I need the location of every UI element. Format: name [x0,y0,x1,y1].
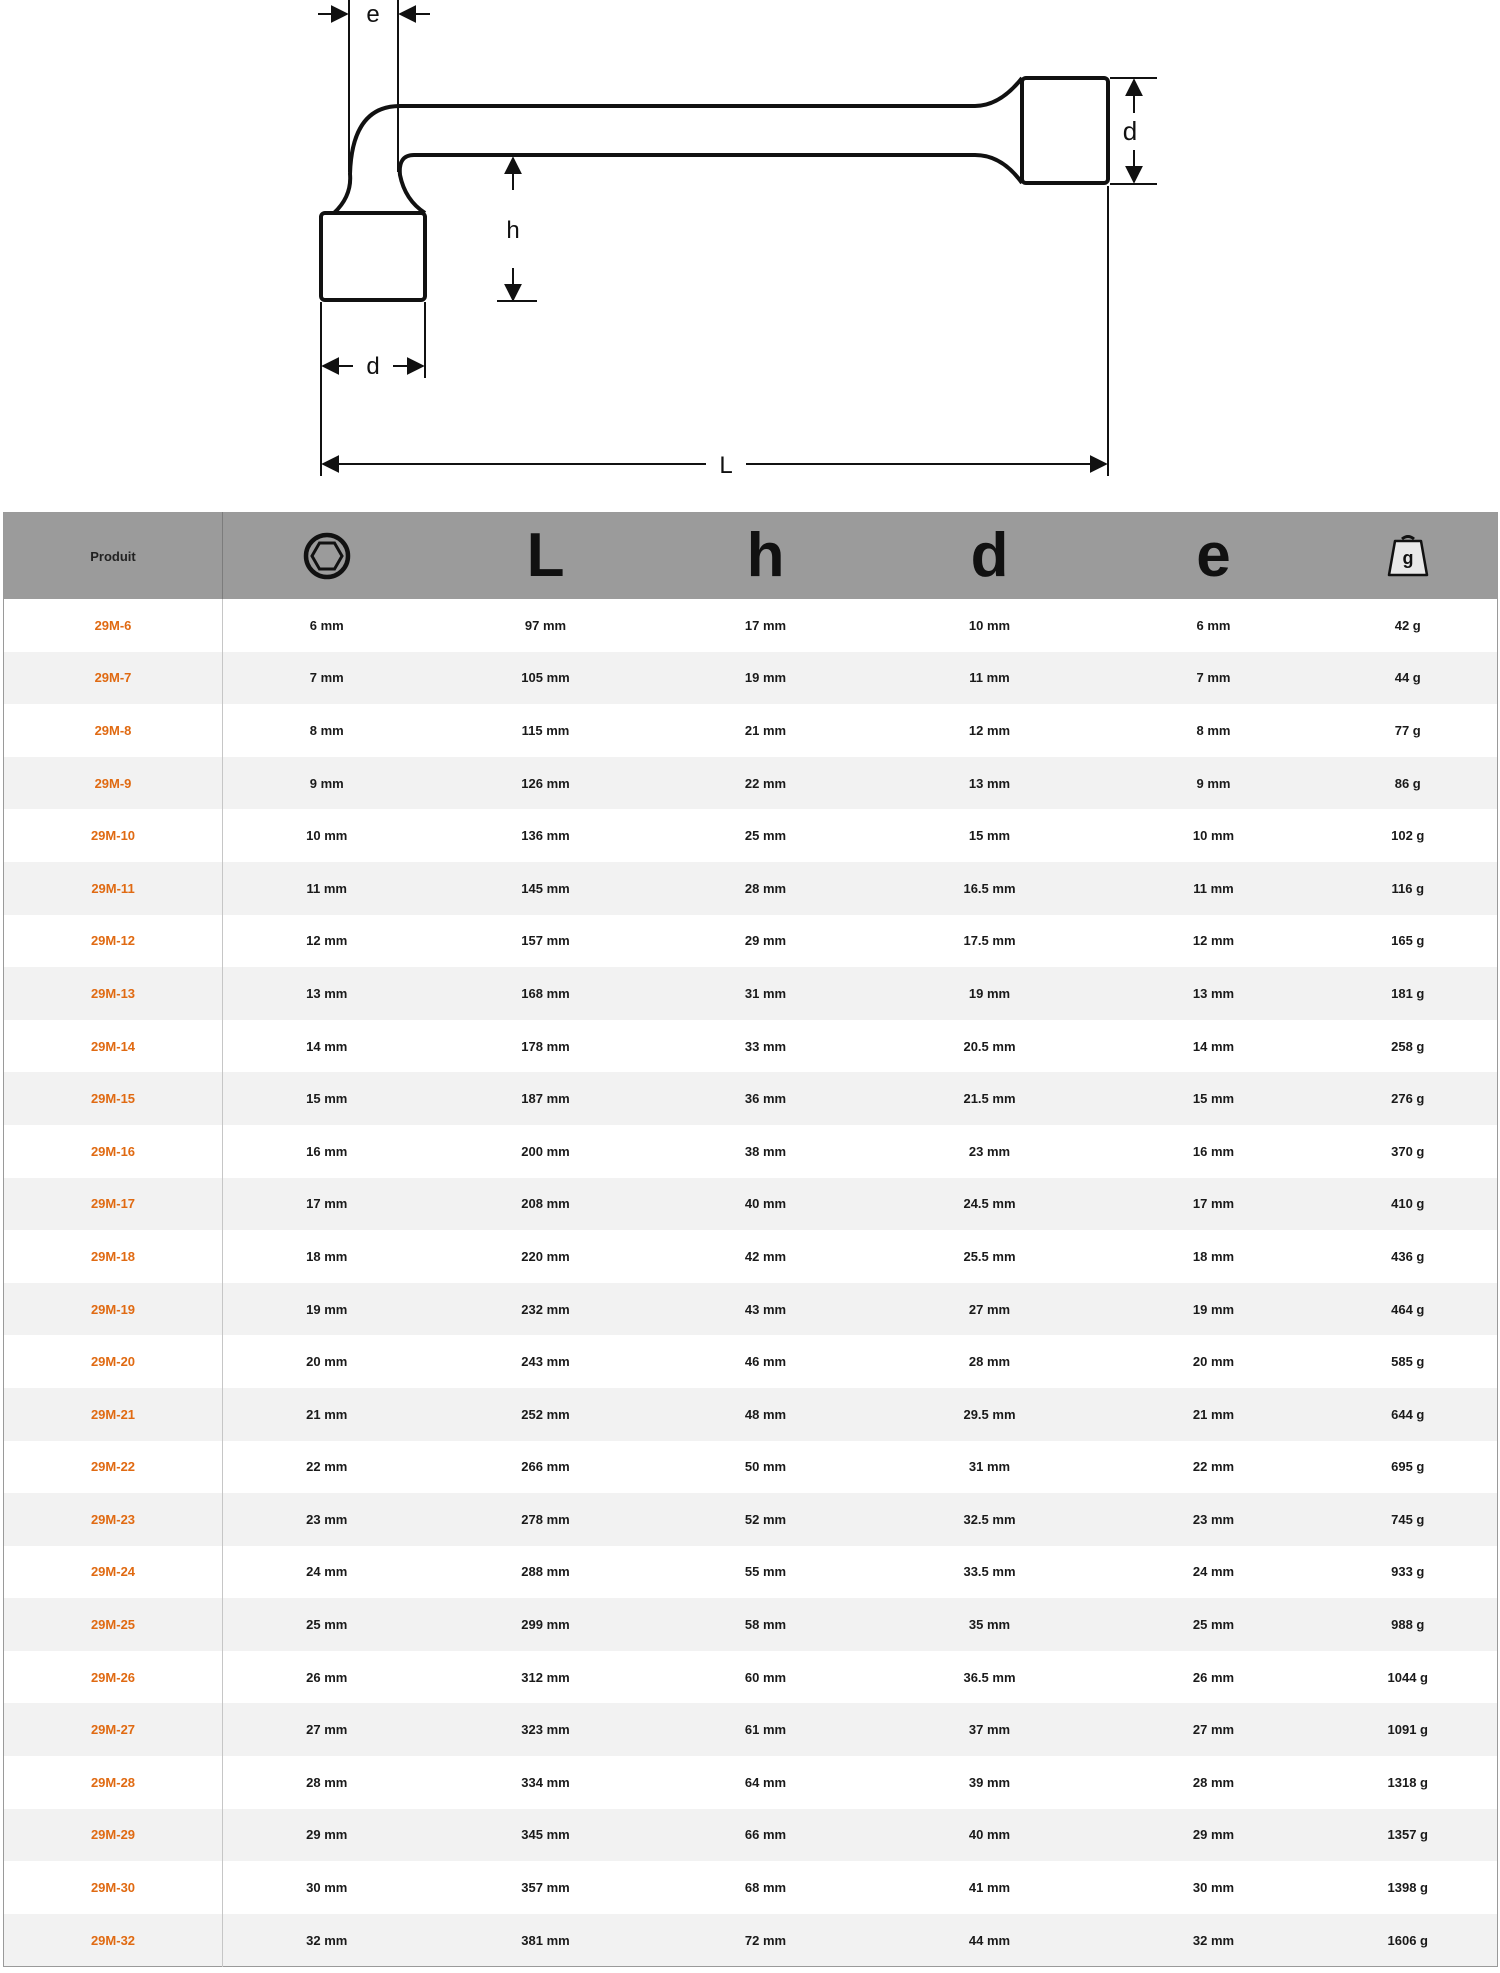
table-row [4,1335,1498,1388]
cell-L: 208 mm [431,1178,661,1231]
table-row [4,652,1498,705]
cell-weight: 1357 g [1319,1809,1498,1862]
cell-d: 33.5 mm [871,1546,1109,1599]
cell-weight: 1318 g [1319,1756,1498,1809]
table-row [4,757,1498,810]
column-header-L: L [431,513,661,600]
cell-weight: 165 g [1319,915,1498,968]
wrench-handle-top [334,78,1022,213]
dimension-d-bottom [321,302,425,476]
cell-size: 13 mm [223,967,431,1020]
cell-h: 50 mm [661,1441,871,1494]
table-row [4,1072,1498,1125]
table-row [4,862,1498,915]
cell-weight: 1606 g [1319,1914,1498,1967]
cell-e: 10 mm [1109,809,1319,862]
cell-weight: 181 g [1319,967,1498,1020]
table-row [4,1388,1498,1441]
cell-L: 97 mm [431,599,661,652]
cell-d: 37 mm [871,1703,1109,1756]
product-code-link[interactable]: 29M-25 [4,1598,223,1651]
product-code-link[interactable]: 29M-27 [4,1703,223,1756]
product-code-link[interactable]: 29M-11 [4,862,223,915]
product-code-link[interactable]: 29M-15 [4,1072,223,1125]
cell-e: 8 mm [1109,704,1319,757]
column-header-e: e [1109,513,1319,600]
cell-h: 19 mm [661,652,871,705]
cell-d: 21.5 mm [871,1072,1109,1125]
cell-L: 178 mm [431,1020,661,1073]
cell-h: 29 mm [661,915,871,968]
cell-d: 41 mm [871,1861,1109,1914]
cell-weight: 77 g [1319,704,1498,757]
column-header-size [223,513,431,600]
cell-d: 35 mm [871,1598,1109,1651]
cell-weight: 585 g [1319,1335,1498,1388]
cell-weight: 1398 g [1319,1861,1498,1914]
cell-size: 25 mm [223,1598,431,1651]
cell-e: 12 mm [1109,915,1319,968]
cell-weight: 933 g [1319,1546,1498,1599]
product-code-link[interactable]: 29M-13 [4,967,223,1020]
cell-L: 157 mm [431,915,661,968]
cell-d: 31 mm [871,1441,1109,1494]
product-code-link[interactable]: 29M-21 [4,1388,223,1441]
cell-h: 28 mm [661,862,871,915]
cell-size: 28 mm [223,1756,431,1809]
product-code-link[interactable]: 29M-16 [4,1125,223,1178]
cell-e: 17 mm [1109,1178,1319,1231]
cell-d: 32.5 mm [871,1493,1109,1546]
cell-h: 61 mm [661,1703,871,1756]
cell-d: 25.5 mm [871,1230,1109,1283]
cell-e: 6 mm [1109,599,1319,652]
cell-h: 60 mm [661,1651,871,1704]
table-row [4,1178,1498,1231]
product-code-link[interactable]: 29M-17 [4,1178,223,1231]
cell-L: 105 mm [431,652,661,705]
cell-weight: 44 g [1319,652,1498,705]
cell-size: 10 mm [223,809,431,862]
product-code-link[interactable]: 29M-19 [4,1283,223,1336]
cell-L: 334 mm [431,1756,661,1809]
column-header-product: Produit [4,513,223,600]
table-row [4,1546,1498,1599]
cell-h: 25 mm [661,809,871,862]
product-code-link[interactable]: 29M-12 [4,915,223,968]
cell-h: 72 mm [661,1914,871,1967]
cell-e: 20 mm [1109,1335,1319,1388]
label-d-top: d [1122,116,1138,146]
column-header-d: d [871,513,1109,600]
cell-size: 16 mm [223,1125,431,1178]
table-row [4,1493,1498,1546]
table-row [4,704,1498,757]
table-row [4,1441,1498,1494]
svg-text:g: g [1402,548,1414,568]
cell-d: 17.5 mm [871,915,1109,968]
product-code-link[interactable]: 29M-30 [4,1861,223,1914]
cell-d: 24.5 mm [871,1178,1109,1231]
cell-d: 20.5 mm [871,1020,1109,1073]
cell-e: 19 mm [1109,1283,1319,1336]
table-row [4,1756,1498,1809]
cell-L: 345 mm [431,1809,661,1862]
column-header-h: h [661,513,871,600]
cell-h: 40 mm [661,1178,871,1231]
cell-L: 220 mm [431,1230,661,1283]
cell-size: 15 mm [223,1072,431,1125]
cell-size: 24 mm [223,1546,431,1599]
table-row [4,1651,1498,1704]
product-code-link[interactable]: 29M-8 [4,704,223,757]
cell-L: 357 mm [431,1861,661,1914]
cell-h: 43 mm [661,1283,871,1336]
product-code-link[interactable]: 29M-10 [4,809,223,862]
table-row [4,599,1498,652]
cell-h: 46 mm [661,1335,871,1388]
cell-L: 168 mm [431,967,661,1020]
cell-e: 7 mm [1109,652,1319,705]
table-row [4,1598,1498,1651]
cell-e: 9 mm [1109,757,1319,810]
cell-weight: 1044 g [1319,1651,1498,1704]
product-code-link[interactable]: 29M-6 [4,599,223,652]
product-code-link[interactable]: 29M-26 [4,1651,223,1704]
cell-d: 27 mm [871,1283,1109,1336]
cell-L: 200 mm [431,1125,661,1178]
hexagon-icon [302,531,352,581]
wrench-handle-bottom [400,155,1022,213]
table-body [4,599,1498,1967]
cell-h: 66 mm [661,1809,871,1862]
product-code-link[interactable]: 29M-29 [4,1809,223,1862]
product-code-link[interactable]: 29M-9 [4,757,223,810]
cell-e: 30 mm [1109,1861,1319,1914]
cell-L: 115 mm [431,704,661,757]
cell-e: 28 mm [1109,1756,1319,1809]
cell-size: 29 mm [223,1809,431,1862]
product-code-link[interactable]: 29M-7 [4,652,223,705]
cell-size: 32 mm [223,1914,431,1967]
cell-weight: 42 g [1319,599,1498,652]
product-code-link[interactable]: 29M-14 [4,1020,223,1073]
cell-h: 31 mm [661,967,871,1020]
cell-L: 187 mm [431,1072,661,1125]
cell-h: 17 mm [661,599,871,652]
product-code-link[interactable]: 29M-23 [4,1493,223,1546]
label-e: e [366,1,380,28]
cell-weight: 102 g [1319,809,1498,862]
table-row [4,1861,1498,1914]
cell-weight: 988 g [1319,1598,1498,1651]
product-code-link[interactable]: 29M-20 [4,1335,223,1388]
specifications-table [3,512,1498,1967]
cell-e: 32 mm [1109,1914,1319,1967]
cell-e: 23 mm [1109,1493,1319,1546]
cell-weight: 745 g [1319,1493,1498,1546]
cell-L: 278 mm [431,1493,661,1546]
label-L: L [719,452,733,479]
product-code-link[interactable]: 29M-22 [4,1441,223,1494]
table-row [4,1283,1498,1336]
table-header-row [4,513,1498,600]
cell-L: 288 mm [431,1546,661,1599]
cell-e: 29 mm [1109,1809,1319,1862]
cell-size: 17 mm [223,1178,431,1231]
table-row [4,1809,1498,1862]
cell-d: 10 mm [871,599,1109,652]
cell-size: 7 mm [223,652,431,705]
cell-size: 6 mm [223,599,431,652]
label-h: h [506,217,520,244]
table-row [4,1020,1498,1073]
cell-e: 27 mm [1109,1703,1319,1756]
cell-d: 40 mm [871,1809,1109,1862]
cell-e: 26 mm [1109,1651,1319,1704]
table-row [4,1703,1498,1756]
cell-h: 22 mm [661,757,871,810]
cell-h: 38 mm [661,1125,871,1178]
cell-L: 126 mm [431,757,661,810]
cell-weight: 436 g [1319,1230,1498,1283]
cell-size: 18 mm [223,1230,431,1283]
cell-L: 266 mm [431,1441,661,1494]
cell-L: 312 mm [431,1651,661,1704]
cell-h: 33 mm [661,1020,871,1073]
cell-d: 44 mm [871,1914,1109,1967]
product-code-link[interactable]: 29M-28 [4,1756,223,1809]
product-code-link[interactable]: 29M-24 [4,1546,223,1599]
wrench-diagram [0,0,1500,500]
cell-L: 299 mm [431,1598,661,1651]
cell-e: 22 mm [1109,1441,1319,1494]
cell-d: 16.5 mm [871,862,1109,915]
weight-icon [1383,531,1433,581]
cell-d: 13 mm [871,757,1109,810]
table-row [4,1914,1498,1967]
cell-weight: 1091 g [1319,1703,1498,1756]
cell-e: 25 mm [1109,1598,1319,1651]
cell-size: 19 mm [223,1283,431,1336]
column-header-weight [1319,513,1498,600]
cell-size: 8 mm [223,704,431,757]
cell-size: 11 mm [223,862,431,915]
table-row [4,1125,1498,1178]
product-code-link[interactable]: 29M-32 [4,1914,223,1967]
dimension-L [323,186,1108,476]
label-d-bottom: d [366,353,380,380]
cell-weight: 276 g [1319,1072,1498,1125]
cell-h: 64 mm [661,1756,871,1809]
cell-size: 27 mm [223,1703,431,1756]
wrench-outline [321,78,1108,300]
cell-L: 323 mm [431,1703,661,1756]
cell-h: 36 mm [661,1072,871,1125]
cell-weight: 86 g [1319,757,1498,810]
cell-d: 23 mm [871,1125,1109,1178]
cell-h: 52 mm [661,1493,871,1546]
cell-size: 14 mm [223,1020,431,1073]
cell-d: 28 mm [871,1335,1109,1388]
table-row [4,1230,1498,1283]
cell-e: 13 mm [1109,967,1319,1020]
cell-h: 42 mm [661,1230,871,1283]
cell-weight: 695 g [1319,1441,1498,1494]
cell-e: 16 mm [1109,1125,1319,1178]
cell-e: 21 mm [1109,1388,1319,1441]
cell-d: 39 mm [871,1756,1109,1809]
cell-d: 19 mm [871,967,1109,1020]
cell-size: 26 mm [223,1651,431,1704]
cell-size: 21 mm [223,1388,431,1441]
cell-h: 58 mm [661,1598,871,1651]
cell-d: 36.5 mm [871,1651,1109,1704]
cell-h: 48 mm [661,1388,871,1441]
cell-weight: 370 g [1319,1125,1498,1178]
cell-e: 15 mm [1109,1072,1319,1125]
cell-h: 68 mm [661,1861,871,1914]
cell-L: 381 mm [431,1914,661,1967]
cell-size: 22 mm [223,1441,431,1494]
cell-e: 24 mm [1109,1546,1319,1599]
cell-d: 12 mm [871,704,1109,757]
cell-d: 29.5 mm [871,1388,1109,1441]
cell-size: 9 mm [223,757,431,810]
cell-L: 136 mm [431,809,661,862]
cell-weight: 644 g [1319,1388,1498,1441]
cell-h: 21 mm [661,704,871,757]
cell-e: 11 mm [1109,862,1319,915]
cell-size: 23 mm [223,1493,431,1546]
table-row [4,967,1498,1020]
cell-d: 15 mm [871,809,1109,862]
product-code-link[interactable]: 29M-18 [4,1230,223,1283]
cell-weight: 258 g [1319,1020,1498,1073]
cell-h: 55 mm [661,1546,871,1599]
cell-e: 18 mm [1109,1230,1319,1283]
table-row [4,809,1498,862]
table-row [4,915,1498,968]
cell-size: 30 mm [223,1861,431,1914]
cell-L: 145 mm [431,862,661,915]
cell-weight: 464 g [1319,1283,1498,1336]
cell-e: 14 mm [1109,1020,1319,1073]
cell-size: 20 mm [223,1335,431,1388]
cell-size: 12 mm [223,915,431,968]
cell-weight: 116 g [1319,862,1498,915]
cell-L: 243 mm [431,1335,661,1388]
cell-L: 252 mm [431,1388,661,1441]
cell-d: 11 mm [871,652,1109,705]
cell-weight: 410 g [1319,1178,1498,1231]
cell-L: 232 mm [431,1283,661,1336]
